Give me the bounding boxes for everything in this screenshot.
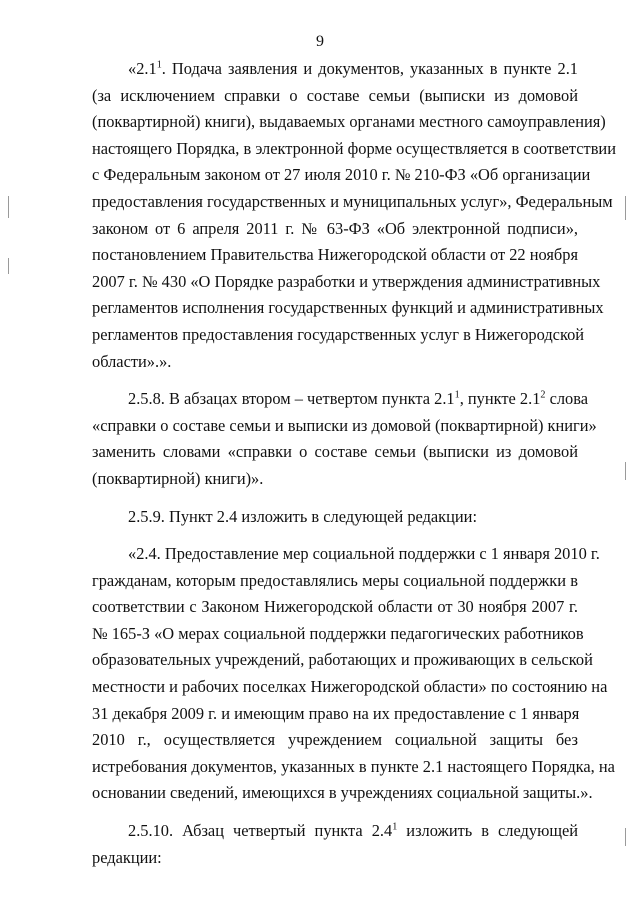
page-number: 9 bbox=[316, 33, 324, 50]
text-line: постановлением Правительства Нижегородской области от 22 ноября bbox=[92, 245, 578, 265]
text-line: (поквартирной) книги), выдаваемых органами местного самоуправления) bbox=[92, 112, 606, 132]
margin-mark bbox=[8, 196, 9, 218]
text-line: «$2.1^1$. Подача заявления и документов, указанных в пункте 2.1 bbox=[128, 59, 578, 78]
paragraph-2-5-10 bbox=[92, 818, 578, 871]
text-line: с Федеральным законом от 27 июля 2010 г. № 210-ФЗ «Об организации bbox=[92, 165, 591, 185]
margin-mark bbox=[8, 258, 9, 274]
margin-mark bbox=[625, 462, 626, 480]
text-line: образовательных учреждений, работающих и проживающих в сельской bbox=[92, 650, 593, 670]
text-line: «справки о составе семьи и выписки из домовой (поквартирной) книги» bbox=[92, 415, 597, 435]
text-line: (за исключением справки о составе семьи (выписки из домовой bbox=[92, 85, 578, 105]
text-line: гражданам, которым предоставлялись меры социальной поддержки в bbox=[92, 570, 578, 590]
paragraph-2-1-1 bbox=[92, 56, 616, 375]
text-line: 31 декабря 2009 г. и имеющим право на их предоставление с 1 января bbox=[92, 703, 580, 723]
text-line: регламентов исполнения государственных функций и административных bbox=[92, 298, 604, 318]
text-line: истребования документов, указанных в пункте 2.1 настоящего Порядка, на bbox=[92, 756, 615, 776]
text-line: 2.5.9. Пункт 2.4 изложить в следующей редакции: bbox=[128, 506, 478, 526]
margin-mark bbox=[625, 196, 626, 220]
text-line: местности и рабочих поселках Нижегородской области» по состоянию на bbox=[92, 677, 608, 697]
text-line: «2.4. Предоставление мер социальной поддержки с 1 января 2010 г. bbox=[128, 544, 600, 564]
text-line: редакции: bbox=[92, 847, 162, 867]
paragraph-2-4 bbox=[92, 541, 615, 807]
text-line: 2.5.10. Абзац четвертый пункта $2.4^1$ изложить в следующей bbox=[128, 821, 578, 841]
paragraph-2-5-9 bbox=[92, 504, 578, 531]
text-line: законом от 6 апреля 2011 г. № 63-ФЗ «Об электронной подписи», bbox=[92, 218, 578, 238]
paragraph-2-5-8 bbox=[92, 386, 597, 492]
document-body bbox=[92, 56, 616, 871]
text-line: заменить словами «справки о составе семьи (выписки из домовой bbox=[92, 442, 578, 462]
text-line: соответствии с Законом Нижегородской области от 30 ноября 2007 г. bbox=[92, 597, 578, 617]
text-line: области».». bbox=[92, 351, 172, 371]
text-line: № 165-З «О мерах социальной поддержки педагогических работников bbox=[92, 623, 584, 643]
text-line: 2.5.8. В абзацах втором – четвертом пункта $2.1^1$, пункте $2.1^2$ слова bbox=[128, 389, 589, 409]
text-line: 2010 г., осуществляется учреждением социальной защиты без bbox=[92, 730, 578, 750]
text-line: предоставления государственных и муниципальных услуг», Федеральным bbox=[92, 191, 613, 211]
margin-mark bbox=[625, 828, 626, 846]
text-line: настоящего Порядка, в электронной форме осуществляется в соответствии bbox=[92, 138, 616, 158]
text-line: 2007 г. № 430 «О Порядке разработки и утверждения административных bbox=[92, 271, 601, 291]
text-line: (поквартирной) книги)». bbox=[92, 468, 264, 488]
text-line: регламентов предоставления государственных услуг в Нижегородской bbox=[92, 324, 585, 344]
text-line: основании сведений, имеющихся в учреждениях социальной защиты.». bbox=[92, 783, 593, 803]
